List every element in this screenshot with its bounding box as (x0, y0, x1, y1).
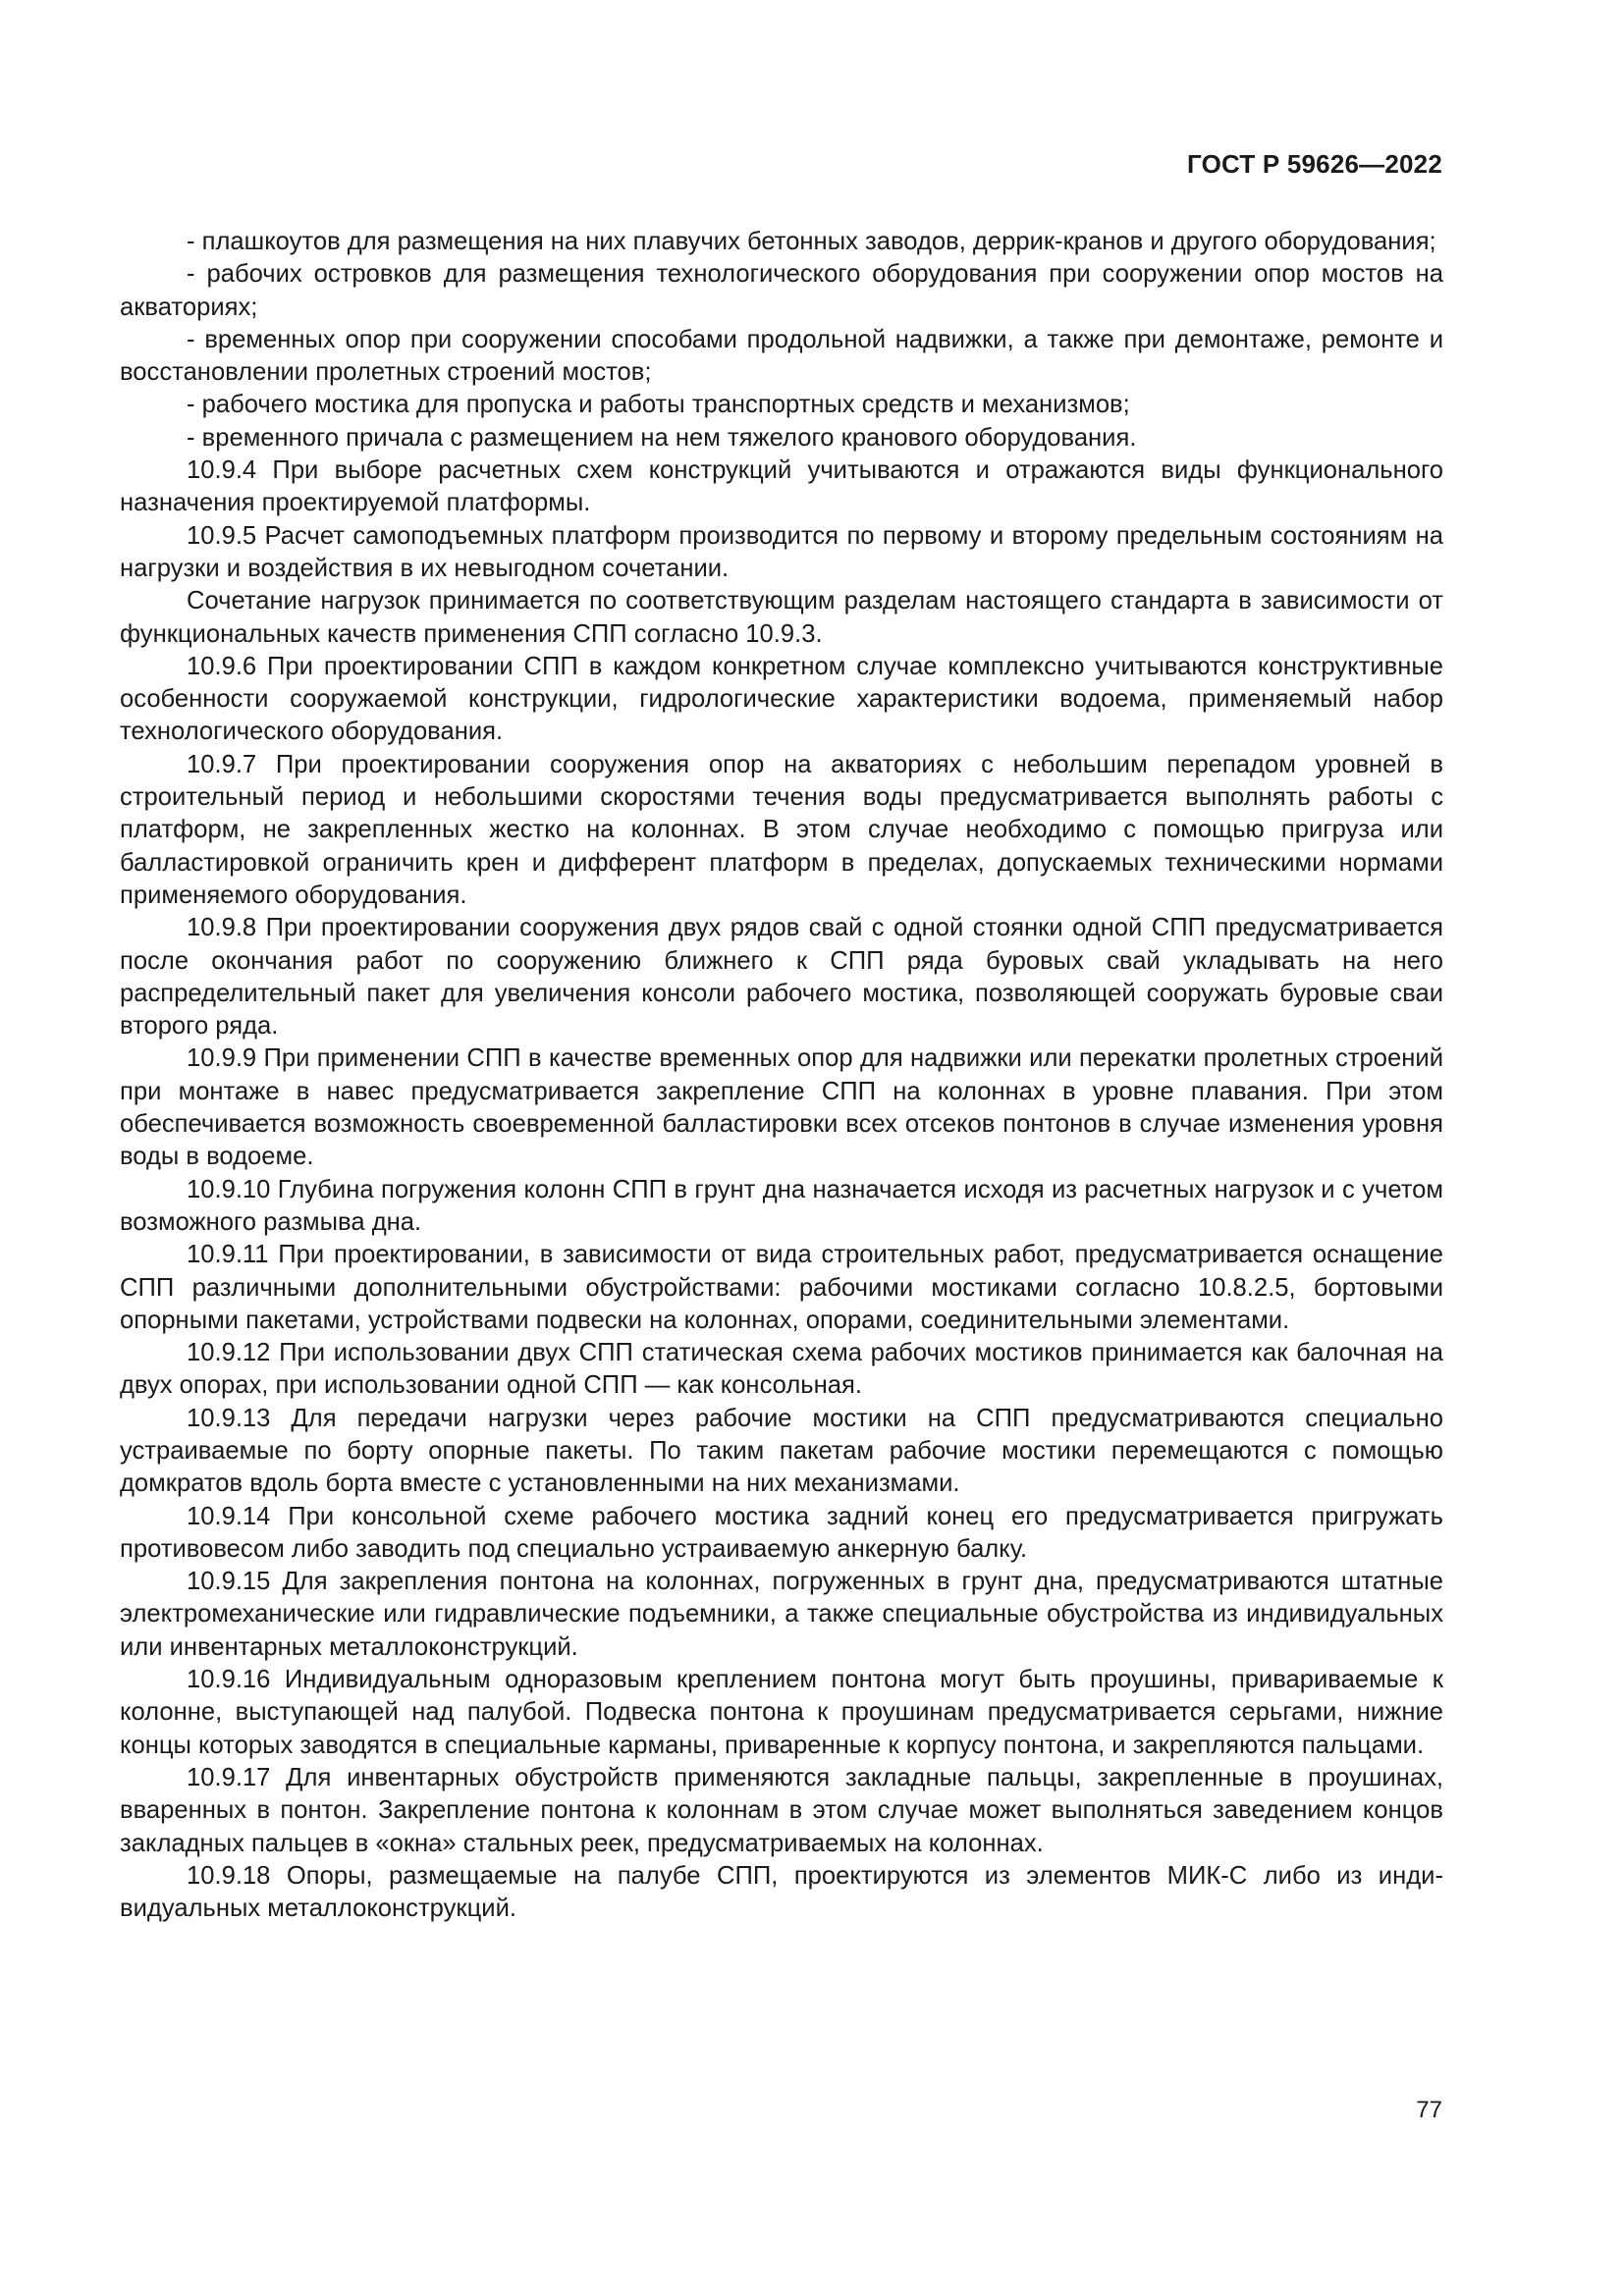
document-body (120, 226, 1443, 1925)
clause-10-9-17: 10.9.17 Для инвентарных обустройств применяются закладные пальцы, закрепленные в проушинах, вваренных в понтон. Закрепление понтона к колоннам в этом случае может выполняться заведением концов закладных пальцев в «окна» стальных реек, предусматриваемых на колоннах. (120, 1763, 1443, 1857)
clause-10-9-11: 10.9.11 При проектировании, в зависимости от вида строительных работ, предусматривается оснащение СПП различными дополнительными обустройствами: рабочими мостиками согласно 10.8.2.5, бортовыми опорными пакетами, устройствами подвески на колоннах, опорами, соединительными элементами. (120, 1241, 1443, 1334)
clause-10-9-16: 10.9.16 Индивидуальным одноразовым креплением понтона могут быть проушины, привариваeмые к колонне, выступающей над палубой. Подвеска понтона к проушинам предусматривается серьгами, нижние концы которых заводятся в специальные карманы, приваренные к корпусу понтона, и закрепляются пальцами. (120, 1666, 1443, 1759)
list-item-work-islands: - рабочих островков для размещения технологического оборудования при сооружении опор мостов на акваториях; (120, 260, 1443, 321)
clause-10-9-5: 10.9.5 Расчет самоподъемных платформ производится по первому и второму предельным состояниям на нагрузки и воздействия в их невыгодном сочетании. (120, 521, 1443, 582)
clause-10-9-5-load-combination: Сочетание нагрузок принимается по соответствующим разделам настоящего стандарта в зависимости от функциональных качеств применения СПП согласно 10.9.3. (120, 587, 1443, 648)
page-number: 77 (1416, 2097, 1442, 2123)
list-item-temporary-berth: - временного причала с размещением на нем тяжелого кранового оборудования. (187, 423, 1137, 452)
list-item-plashkouty: - плашкоутов для размещения на них плавучих бетонных заводов, деррик-кранов и другого оборудования; (187, 228, 1436, 255)
clause-10-9-13: 10.9.13 Для передачи нагрузки через рабочие мостики на СПП предусматриваются специально устраиваемые по борту опорные пакеты. По таким пакетам рабочие мостики перемещаются с помощью домкратов вдоль борта вместе с установленными на них механизмами. (120, 1404, 1443, 1498)
clause-10-9-14: 10.9.14 При консольной схеме рабочего мостика задний конец его предусматривается пригружать противовесом либо заводить под специально устраиваемую анкерную балку. (120, 1502, 1443, 1563)
clause-10-9-9: 10.9.9 При применении СПП в качестве временных опор для надвижки или перекатки пролетных строений при монтаже в навес предусматривается закрепление СПП на колоннах в уровне плавания. При этом обеспечивается возможность своевременной балластировки всех отсеков понтонов в случае изменения уровня воды в водоеме. (120, 1044, 1443, 1171)
list-item-work-bridge: - рабочего мостика для пропуска и работы транспортных средств и механизмов; (187, 391, 1130, 419)
document-header: ГОСТ Р 59626—2022 (1187, 149, 1442, 179)
clause-10-9-18: 10.9.18 Опоры, размещаемые на палубе СПП, проектируются из элементов МИК-С либо из индивидуальных металлоконструкций. (120, 1861, 1443, 1923)
clause-10-9-8: 10.9.8 При проектировании сооружения двух рядов свай с одной стоянки одной СПП предусматривается после окончания работ по сооружению ближнего к СПП ряда буровых свай укладывать на него распределительный пакет для увеличения консоли рабочего мостика, позволяющей сооружать буровые сваи второго ряда. (120, 914, 1443, 1041)
list-item-temporary-supports: - временных опор при сооружении способами продольной надвижки, а также при демонтаже, ремонте и восстановлении пролетных строений мостов; (120, 325, 1443, 387)
clause-10-9-6: 10.9.6 При проектировании СПП в каждом конкретном случае комплексно учитываются конструктивные особенности сооружаемой конструкции, гидрологические характеристики водоема, применяемый набор технологического оборудования. (120, 652, 1443, 746)
clause-10-9-7: 10.9.7 При проектировании сооружения опор на акваториях с небольшим перепадом уровней в строительный период и небольшими скоростями течения воды предусматривается выполнять работы с платформ, не закрепленных жестко на колоннах. В этом случае необходимо с помощью пригруза или балластировкой ограничить крен и дифферент платформ в пределах, допускаемых техническими нормами применяемого оборудования. (120, 750, 1443, 909)
clause-10-9-10: 10.9.10 Глубина погружения колонн СПП в грунт дна назначается исходя из расчетных нагрузок и с учетом возможного размыва дна. (120, 1175, 1443, 1236)
clause-10-9-4: 10.9.4 При выборе расчетных схем конструкций учитываются и отражаются виды функционального назначения проектируемой платформы. (120, 456, 1443, 517)
clause-10-9-12: 10.9.12 При использовании двух СПП статическая схема рабочих мостиков принимается как балочная на двух опорах, при использовании одной СПП — как консольная. (120, 1339, 1443, 1400)
clause-10-9-15: 10.9.15 Для закрепления понтона на колоннах, погруженных в грунт дна, предусматриваются штатные электромеханические или гидравлические подъемники, а также специальные обустройства из индивидуальных или инвентарных металлоконструкций. (120, 1568, 1443, 1661)
